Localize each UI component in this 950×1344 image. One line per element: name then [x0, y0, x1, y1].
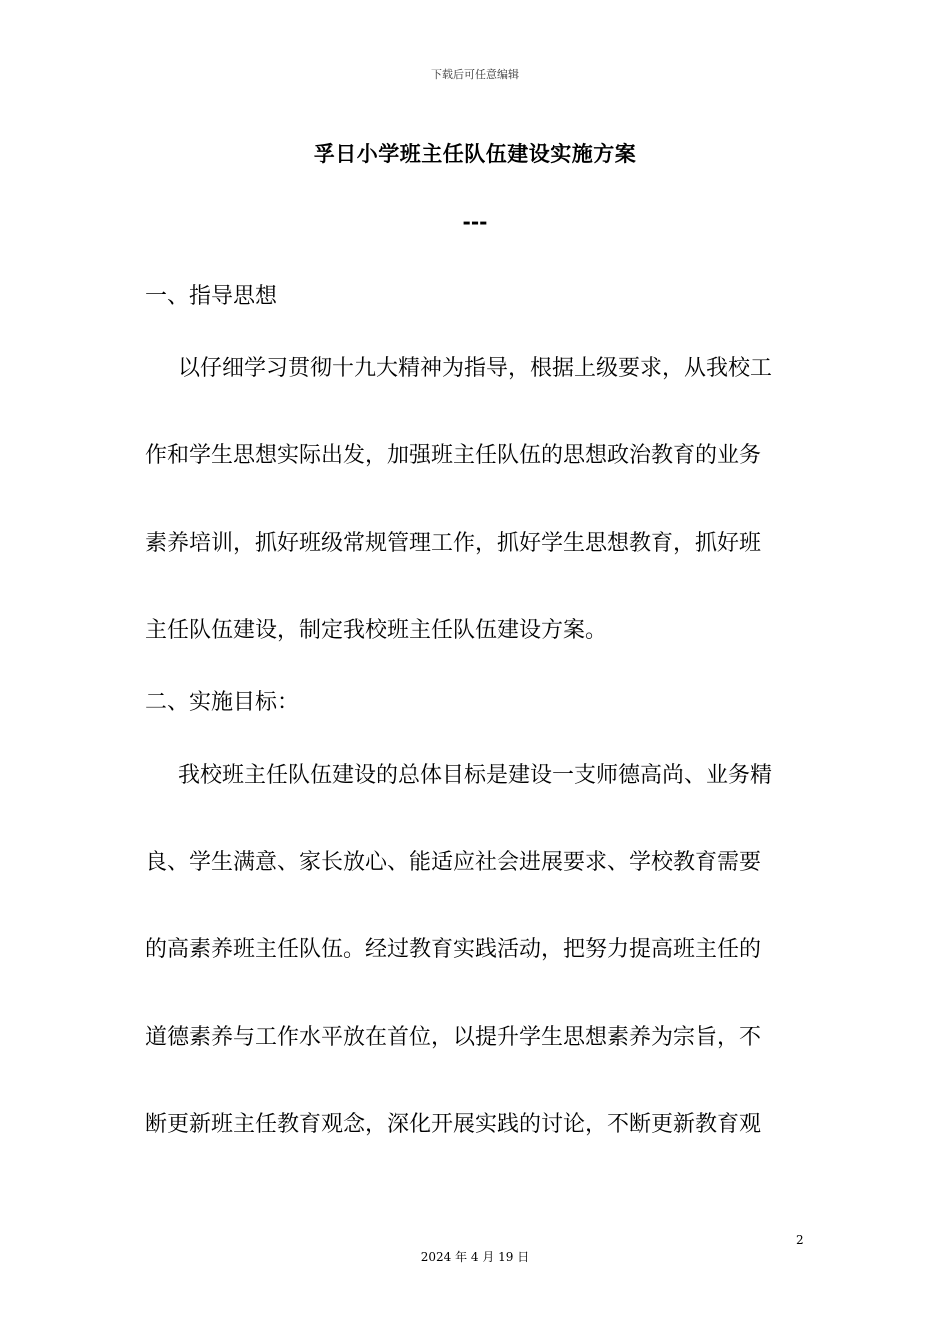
paragraph-line: 以仔细学习贯彻十九大精神为指导，根据上级要求，从我校工 — [178, 356, 773, 381]
paragraph-line: 作和学生思想实际出发，加强班主任队伍的思想政治教育的业务 — [145, 443, 762, 468]
paragraph-line: 主任队伍建设，制定我校班主任队伍建设方案。 — [145, 618, 608, 643]
title-separator: --- — [462, 210, 488, 234]
section-heading: 一、指导思想 — [145, 284, 278, 309]
section-heading: 二、实施目标： — [145, 690, 300, 715]
paragraph-line: 的高素养班主任队伍。经过教育实践活动，把努力提高班主任的 — [145, 937, 762, 962]
paragraph-line: 素养培训，抓好班级常规管理工作，抓好学生思想教育，抓好班 — [145, 531, 762, 556]
document-title: 孚日小学班主任队伍建设实施方案 — [313, 142, 637, 166]
footer-date: 2024 年 4 月 19 日 — [420, 1250, 530, 1264]
page-number: 2 — [796, 1233, 804, 1247]
paragraph-line: 道德素养与工作水平放在首位，以提升学生思想素养为宗旨，不 — [145, 1025, 762, 1050]
paragraph-line: 断更新班主任教育观念，深化开展实践的讨论，不断更新教育观 — [145, 1112, 762, 1137]
paragraph-line: 我校班主任队伍建设的总体目标是建设一支师德高尚、业务精 — [178, 763, 773, 788]
paragraph-line: 良、学生满意、家长放心、能适应社会进展要求、学校教育需要 — [145, 850, 762, 875]
header-note: 下载后可任意编辑 — [431, 68, 519, 81]
